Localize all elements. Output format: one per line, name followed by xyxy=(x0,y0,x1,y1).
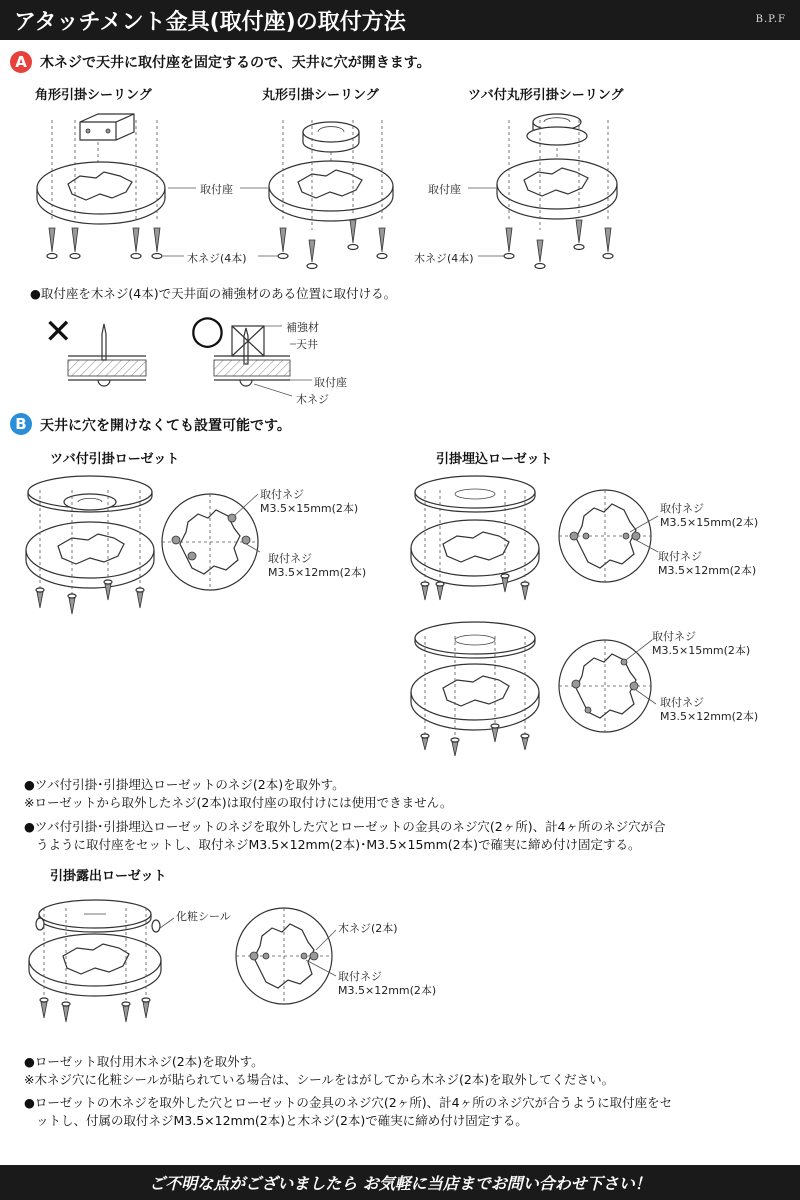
section-b-note-1: ●ツバ付引掛･引掛埋込ローゼットのネジ(2本)を取外す。 xyxy=(24,777,345,792)
page-header xyxy=(0,0,800,40)
fixture-label-square: 角形引掛シーリング xyxy=(35,88,152,103)
label-mounting-plate-3: 取付座 xyxy=(314,376,347,389)
section-a-diagram xyxy=(0,100,800,280)
flanged-round-ceiling-fixture xyxy=(527,114,587,166)
square-ceiling-fixture xyxy=(80,114,134,162)
section-b-note-5: ●ローゼット取付用木ネジ(2本)を取外す。 xyxy=(24,1054,264,1069)
fixture-label-flanged-round: ツバ付丸形引掛シーリング xyxy=(468,88,624,103)
mounting-plate-1 xyxy=(37,162,165,224)
label-wood-screws-2: 木ネジ(4本) xyxy=(414,252,474,265)
embedded-top-screw-15-size: M3.5×15mm(2本) xyxy=(660,516,759,529)
flange-screw-12-size: M3.5×12mm(2本) xyxy=(268,566,367,579)
section-b-note-3: ●ツバ付引掛･引掛埋込ローゼットのネジを取外した穴とローゼットの金具のネジ穴(2ヶ所)、計4ヶ所のネジ穴が合 xyxy=(24,819,666,834)
ok-mark: ○ xyxy=(190,307,225,353)
embedded-bottom-screw-15-size: M3.5×15mm(2本) xyxy=(652,644,751,657)
ng-ceiling-diagram xyxy=(68,324,146,386)
embedded-rosette-diagram-2 xyxy=(380,620,800,760)
ng-mark: ✕ xyxy=(44,312,73,352)
exposed-screw-size: M3.5×12mm(2本) xyxy=(338,984,437,997)
section-b-title: 天井に穴を開けなくても設置可能です。 xyxy=(40,418,291,434)
mounting-plate-3 xyxy=(497,159,617,219)
label-mounting-plate: 取付座 xyxy=(200,183,233,196)
embedded-bottom-screw-15-name: 取付ネジ xyxy=(652,630,696,643)
embedded-rosette-label: 引掛埋込ローゼット xyxy=(436,452,553,467)
exposed-rosette-label: 引掛露出ローゼット xyxy=(50,869,167,884)
embedded-bottom-screw-12-size: M3.5×12mm(2本) xyxy=(660,710,759,723)
label-reinforcement: 補強材 xyxy=(286,321,319,334)
embedded-bottom-screw-12-name: 取付ネジ xyxy=(660,696,704,709)
flange-screw-15-name: 取付ネジ xyxy=(260,488,304,501)
brand-logo: B.P.F xyxy=(755,14,786,25)
ok-ceiling-diagram xyxy=(214,326,290,386)
decorative-seal-label: 化粧シール xyxy=(176,910,231,923)
section-b-note-6: ※木ネジ穴に化粧シールが貼られている場合は、シールをはがしてから木ネジ(2本)を取外してください。 xyxy=(24,1072,615,1087)
section-b-note-4: うように取付座をセットし、取付ネジM3.5×12mm(2本)･M3.5×15mm(2本)で確実に締め付け固定する。 xyxy=(36,837,641,852)
embedded-top-screw-15-name: 取付ネジ xyxy=(660,502,704,515)
flange-screw-12-name: 取付ネジ xyxy=(268,552,312,565)
exposed-wood-screw-label: 木ネジ(2本) xyxy=(338,922,398,935)
section-a-title: 木ネジで天井に取付座を固定するので、天井に穴が開きます。 xyxy=(40,55,431,71)
label-ceiling: 天井 xyxy=(296,338,318,351)
embedded-rosette-diagram-1 xyxy=(380,470,800,620)
exposed-screw-name: 取付ネジ xyxy=(338,970,382,983)
label-wood-screw: 木ネジ xyxy=(296,393,329,406)
section-b-note-2: ※ローゼットから取外したネジ(2本)は取付座の取付けには使用できません。 xyxy=(24,795,453,810)
flange-screw-15-size: M3.5×15mm(2本) xyxy=(260,502,359,515)
flange-rosette-label: ツバ付引掛ローゼット xyxy=(50,452,180,467)
section-a-note: ●取付座を木ネジ(4本)で天井面の補強材のある位置に取付ける。 xyxy=(30,286,397,301)
label-mounting-plate-2: 取付座 xyxy=(428,183,461,196)
footer-contact-text: ご不明な点がございましたら お気軽に当店までお問い合わせ下さい！ xyxy=(149,1174,651,1193)
page-title: アタッチメント金具(取付座)の取付方法 xyxy=(14,10,406,35)
section-a-badge: A xyxy=(10,51,32,73)
mounting-plate-2 xyxy=(269,161,393,221)
label-wood-screws: 木ネジ(4本) xyxy=(187,252,247,265)
section-b-badge: B xyxy=(10,413,32,435)
section-b-note-7: ●ローゼットの木ネジを取外した穴とローゼットの金具のネジ穴(2ヶ所)、計4ヶ所のネジ穴が合うように取付座をセ xyxy=(24,1095,673,1110)
embedded-top-screw-12-name: 取付ネジ xyxy=(658,550,702,563)
fixture-label-round: 丸形引掛シーリング xyxy=(262,88,379,103)
flange-rosette-diagram xyxy=(0,470,400,620)
page-footer xyxy=(0,1165,800,1200)
embedded-top-screw-12-size: M3.5×12mm(2本) xyxy=(658,564,757,577)
section-b-note-8: ットし、付属の取付ネジM3.5×12mm(2本)と木ネジ(2本)で確実に締め付け固定する。 xyxy=(36,1113,528,1128)
